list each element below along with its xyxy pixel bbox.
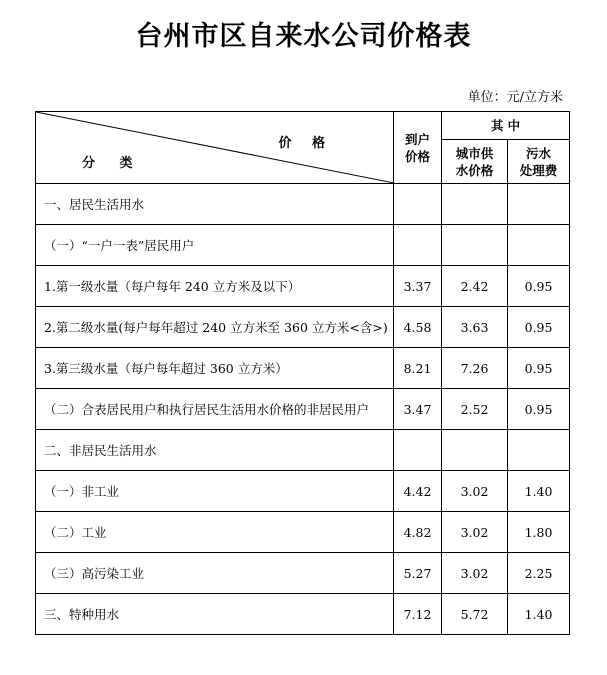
row-supply-price: 3.02 (442, 512, 508, 553)
page-title: 台州市区自来水公司价格表 (135, 21, 472, 52)
table-row (36, 266, 570, 307)
table-row (36, 348, 570, 389)
diagonal-header-cell (36, 112, 394, 184)
row-sewage-fee: 0.95 (508, 348, 570, 389)
table-row (36, 430, 570, 471)
table-row (36, 553, 570, 594)
header-sewage-line1: 污水 (526, 145, 552, 161)
unit-label: 单位：元/立方米 (467, 90, 563, 105)
header-supply-line1: 城市供 (455, 145, 494, 161)
row-supply-price: 2.52 (442, 389, 508, 430)
row-total-price: 8.21 (394, 348, 442, 389)
row-total-price: 4.82 (394, 512, 442, 553)
row-sewage-fee: 1.40 (508, 594, 570, 635)
table-row (36, 594, 570, 635)
table-row (36, 307, 570, 348)
row-total-price: 4.42 (394, 471, 442, 512)
row-label: 1.第一级水量（每户每年 240 立方米及以下） (36, 266, 394, 307)
row-label: 2.第二级水量(每户每年超过 240 立方米至 360 立方米<含>) (36, 307, 394, 348)
table-body (36, 184, 570, 635)
header-total-price (394, 112, 442, 184)
row-label: 三、特种用水 (36, 594, 394, 635)
table-row (36, 184, 570, 225)
row-sewage-fee (508, 430, 570, 471)
row-supply-price: 3.63 (442, 307, 508, 348)
table-row (36, 225, 570, 266)
header-price: 价 格 (278, 136, 333, 151)
row-label: （三）高污染工业 (36, 553, 394, 594)
row-total-price: 5.27 (394, 553, 442, 594)
row-label: 一、居民生活用水 (36, 184, 394, 225)
header-category: 分 类 (82, 156, 143, 171)
row-sewage-fee: 1.40 (508, 471, 570, 512)
row-label: 二、非居民生活用水 (36, 430, 394, 471)
row-total-price (394, 225, 442, 266)
row-sewage-fee: 2.25 (508, 553, 570, 594)
header-supply-price (442, 140, 508, 184)
header-sewage-line2: 处理费 (519, 162, 558, 178)
row-sewage-fee: 0.95 (508, 307, 570, 348)
table-row (36, 512, 570, 553)
header-row-1 (36, 112, 570, 140)
diagonal-line (36, 112, 394, 183)
row-supply-price: 3.02 (442, 553, 508, 594)
header-supply-line2: 水价格 (455, 162, 494, 178)
row-supply-price (442, 225, 508, 266)
row-label: （二）工业 (36, 512, 394, 553)
row-supply-price (442, 430, 508, 471)
header-total-line1: 到户 (404, 131, 430, 147)
row-supply-price: 7.26 (442, 348, 508, 389)
row-sewage-fee (508, 225, 570, 266)
row-total-price: 3.37 (394, 266, 442, 307)
header-sewage-fee (508, 140, 570, 184)
row-total-price: 3.47 (394, 389, 442, 430)
row-total-price (394, 184, 442, 225)
row-sewage-fee (508, 184, 570, 225)
table-row (36, 471, 570, 512)
header-total-line2: 价格 (404, 148, 430, 164)
table-row (36, 389, 570, 430)
row-label: 3.第三级水量（每户每年超过 360 立方米） (36, 348, 394, 389)
row-supply-price: 2.42 (442, 266, 508, 307)
row-label: （一）“一户一表”居民用户 (36, 225, 394, 266)
row-sewage-fee: 1.80 (508, 512, 570, 553)
row-label: （二）合表居民用户和执行居民生活用水价格的非居民用户 (36, 389, 394, 430)
row-supply-price: 3.02 (442, 471, 508, 512)
row-total-price (394, 430, 442, 471)
row-supply-price: 5.72 (442, 594, 508, 635)
row-sewage-fee: 0.95 (508, 266, 570, 307)
row-supply-price (442, 184, 508, 225)
row-sewage-fee: 0.95 (508, 389, 570, 430)
price-table (35, 111, 570, 635)
row-total-price: 4.58 (394, 307, 442, 348)
row-label: （一）非工业 (36, 471, 394, 512)
row-total-price: 7.12 (394, 594, 442, 635)
header-of-which: 其 中 (442, 112, 570, 140)
